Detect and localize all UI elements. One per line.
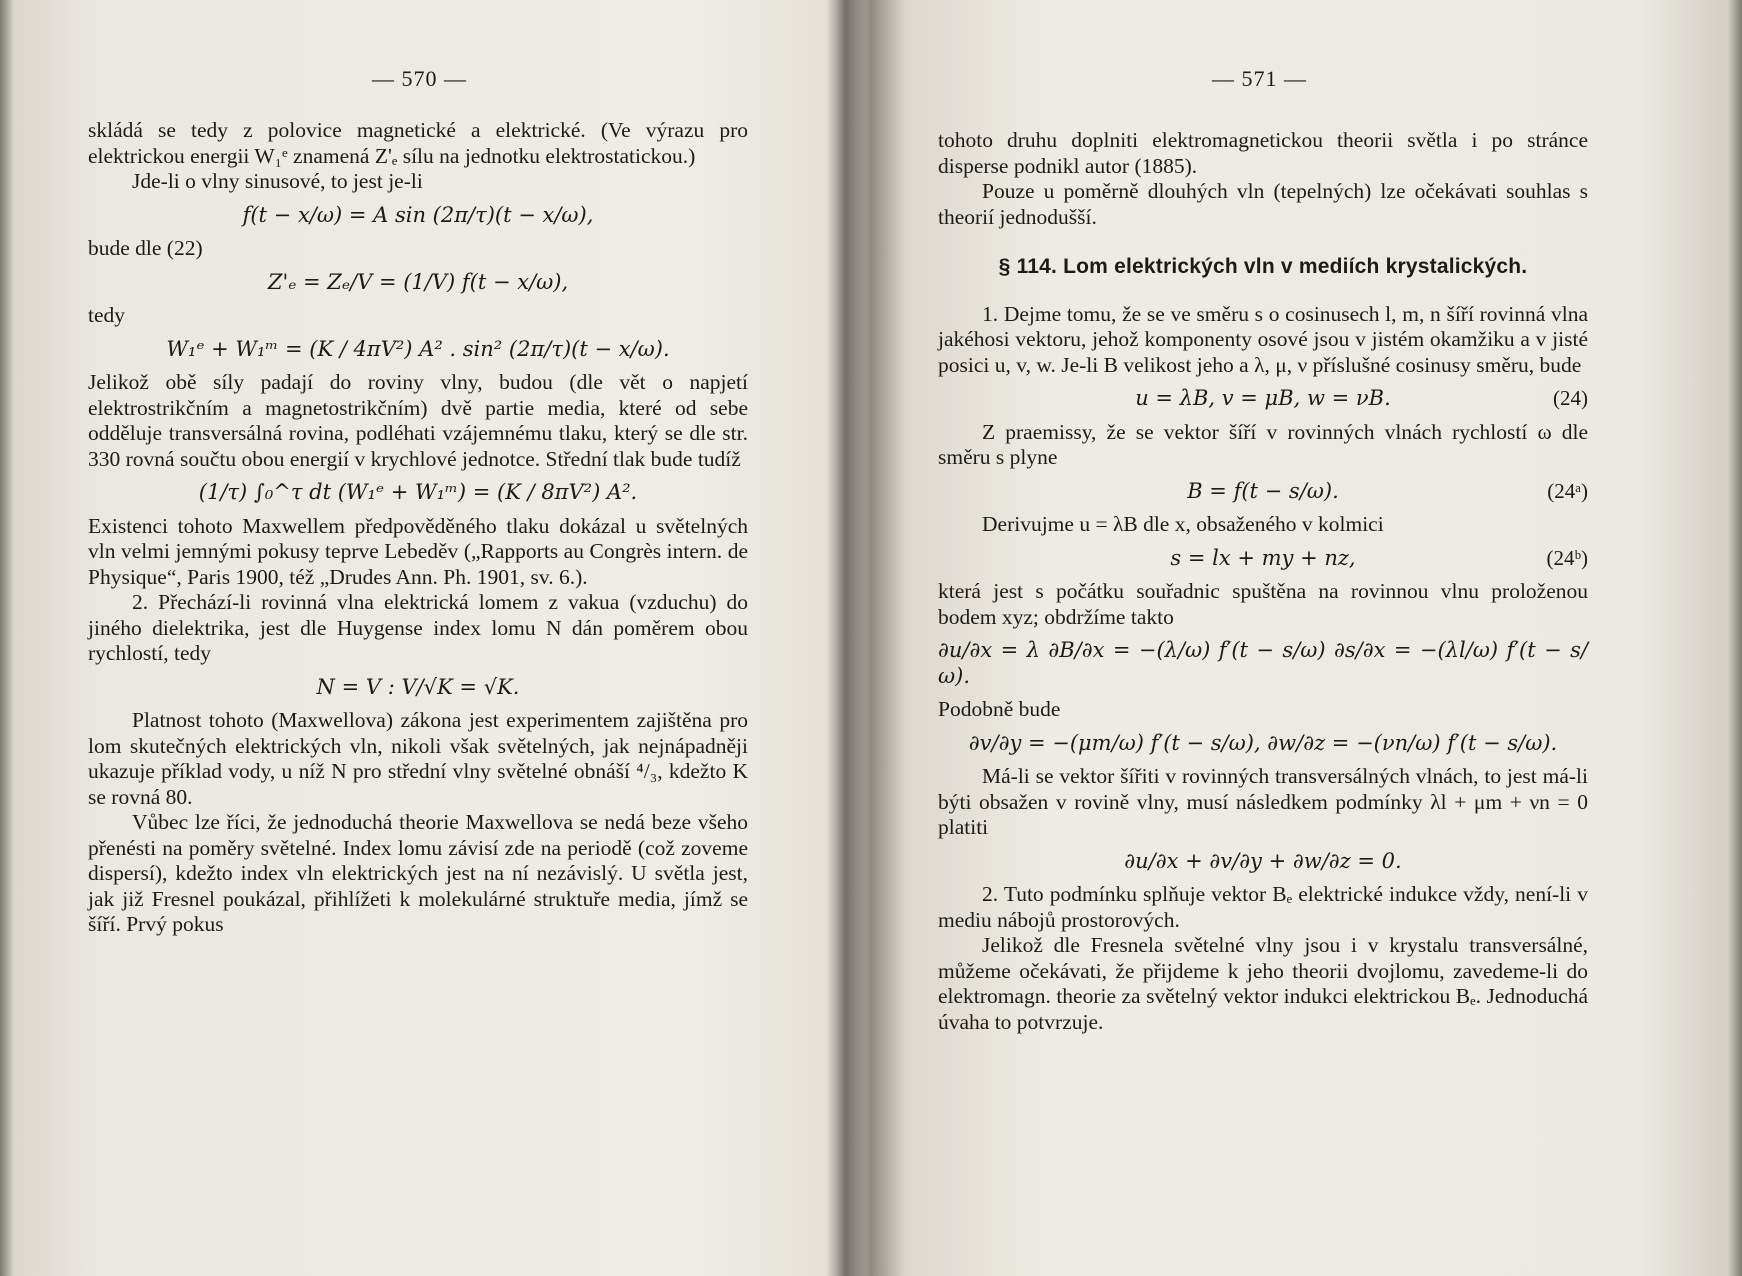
equation (938, 386, 1588, 412)
paragraph: Platnost tohoto (Maxwellova) zákona jest experimentem zajištěna pro lom skutečných elektrických vln, nikoli však světelných, jak nejnápadněji ukazuje příklad vody, u níž N pro střední vlny světelné obnáší ⁴/₃, kdežto K se rovná 80. (88, 708, 748, 809)
equation: ∂u/∂x + ∂v/∂y + ∂w/∂z = 0. (1124, 848, 1402, 873)
paragraph: Z praemissy, že se vektor šíří v rovinných vlnách rychlostí ω dle směru s plyne (938, 419, 1588, 469)
equation: W₁ᵉ + W₁ᵐ = (K / 4πV²) A² . sin² (2π/τ)(t − x/ω). (166, 336, 670, 361)
paragraph: 1. Dejme tomu, že se ve směru s o cosinusech l, m, n šíří rovinná vlna jakéhosi vektoru, jehož komponenty osové jsou v jistém okamžiku a v jisté posici u, v, w. Je-li B velikost jeho a λ, μ, ν příslušné cosinusy směru, bude (938, 301, 1588, 377)
equation-body: s = lx + my + nz, (1170, 545, 1356, 570)
paragraph: 2. Přechází-li rovinná vlna elektrická lomem z vakua (vzduchu) do jiného dielektrika, jest dle Huygense index lomu N dán poměrem obou rychlostí, tedy (88, 590, 748, 665)
equation: Z'ₑ = Zₑ/V = (1/V) f(t − x/ω), (267, 269, 569, 294)
paragraph: Pouze u poměrně dlouhých vln (tepelných) lze očekávati souhlas s theorií jednodušší. (938, 179, 1588, 229)
right-page (860, 0, 1742, 1276)
equation (938, 479, 1588, 505)
paragraph: Vůbec lze říci, že jednoduchá theorie Maxwellova se nedá beze všeho přenésti na poměry světelné. Index lomu závisí zde na periodě (což zoveme dispersí), kdežto index vln elektrických jest na ní nezávislý. U světla jest, jak již Fresnel poukázal, přihlížeti k molekulárné struktuře media, jímž se šíří. Prvý pokus (88, 810, 748, 936)
left-page (0, 0, 840, 1276)
left-text-column (88, 118, 748, 938)
page-number: — 570 — (372, 66, 467, 91)
paragraph: tohoto druhu doplniti elektromagnetickou theorii světla i po stránce disperse podnikl autor (1885). (938, 128, 1588, 178)
equation-number: (24ᵃ) (1547, 478, 1588, 503)
equation: ∂u/∂x = λ ∂B/∂x = −(λ/ω) f′(t − s/ω) ∂s/∂x = −(λl/ω) f′(t − s/ω). (938, 638, 1588, 688)
paragraph: Jde-li o vlny sinusové, to jest je-li (132, 169, 423, 193)
equation-number: (24ᵇ) (1546, 545, 1588, 570)
equation-body: B = f(t − s/ω). (1187, 478, 1339, 503)
paragraph: skládá se tedy z polovice magnetické a elektrické. (Ve výrazu pro elektrickou energii W₁ᵉ znamená Z'ₑ sílu na jednotku elektrostatickou.) (88, 118, 748, 168)
paragraph: která jest s počátku souřadnic spuštěna na rovinnou vlnu proloženou bodem xyz; obdržíme takto (938, 579, 1588, 629)
paragraph: Jelikož dle Fresnela světelné vlny jsou i v krystalu transversálné, můžeme očekávati, že přijdeme k jeho theorii dvojlomu, zavedeme-li do elektromagn. theorie za světelný vektor indukci elektrickou Bₑ. Jednoduchá úvaha to potvrzuje. (938, 933, 1588, 1034)
paragraph: 2. Tuto podmínku splňuje vektor Bₑ elektrické indukce vždy, není-li v mediu nábojů prostorových. (938, 882, 1588, 932)
paragraph: Derivujme u = λB dle x, obsaženého v kolmici (982, 512, 1384, 536)
section-heading: § 114. Lom elektrických vln v mediích krystalických. (998, 255, 1528, 278)
right-text-column (938, 128, 1588, 1035)
paragraph: Jelikož obě síly padají do roviny vlny, budou (dle vět o napjetí elektrostrikčním a magnetostrikčním) dvě partie media, které od sebe odděluje transversálná rovina, podléhati vzájemnému tlaku, který se dle str. 330 rovná součtu obou energií v krychlové jednotce. Střední tlak bude tudíž (88, 370, 748, 471)
equation (938, 546, 1588, 572)
paragraph: Podobně bude (938, 697, 1061, 721)
paragraph: Existenci tohoto Maxwellem předpověděného tlaku dokázal u světelných vln velmi jemnými pokusy teprve Lebeděv („Rapports au Congrès intern. de Physique“, Paris 1900, též „Drudes Ann. Ph. 1901, sv. 6.). (88, 513, 748, 589)
equation-number: (24) (1553, 386, 1588, 410)
page-number: — 571 — (1212, 66, 1307, 91)
equation: (1/τ) ∫₀^τ dt (W₁ᵉ + W₁ᵐ) = (K / 8πV²) A². (198, 480, 638, 504)
paragraph: Má-li se vektor šířiti v rovinných transversálných vlnách, to jest má-li býti obsažen v rovině vlny, musí následkem podmínky λl + μm + νn = 0 platiti (938, 764, 1588, 839)
equation: f(t − x/ω) = A sin (2π/τ)(t − x/ω), (242, 202, 594, 227)
paragraph: bude dle (22) (88, 236, 203, 260)
equation-body: u = λB, v = μB, w = νB. (1135, 386, 1391, 410)
equation: N = V : V/√K = √K. (316, 674, 520, 699)
paragraph: tedy (88, 303, 126, 327)
equation: ∂v/∂y = −(μm/ω) f′(t − s/ω), ∂w/∂z = −(νn/ω) f′(t − s/ω). (968, 730, 1558, 755)
